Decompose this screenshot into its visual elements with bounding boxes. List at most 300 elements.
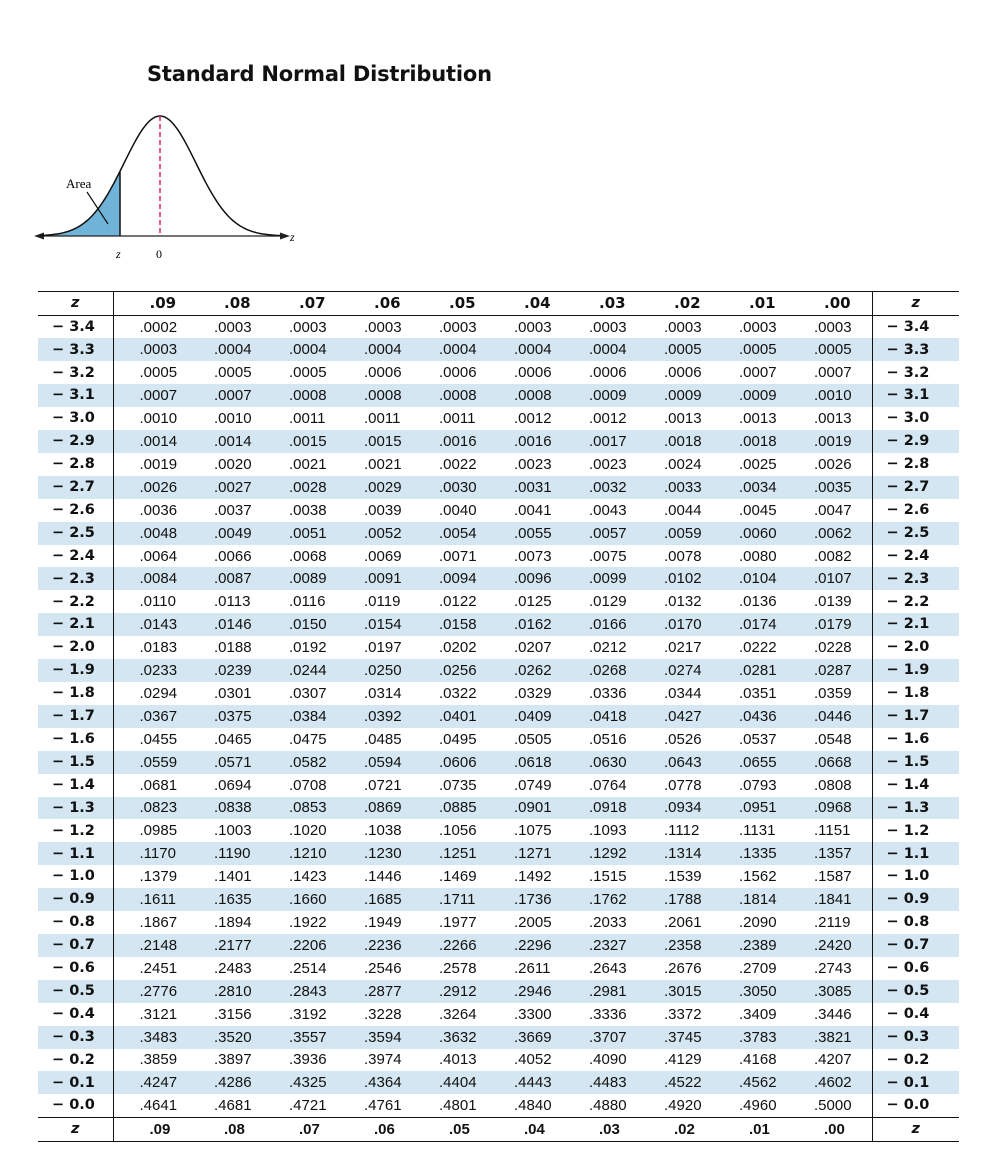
- table-cell: .3300: [514, 1005, 552, 1023]
- table-cell: .0004: [188, 338, 263, 361]
- table-cell: .0039: [364, 501, 402, 519]
- table-cell: .1210: [263, 842, 338, 865]
- table-cell: .0055: [488, 522, 563, 545]
- table-cell: .2810: [188, 980, 263, 1003]
- table-cell: .0084: [113, 567, 188, 590]
- table-row: [38, 407, 959, 430]
- row-z-label: − 0.7: [38, 934, 113, 957]
- table-cell: .4880: [589, 1097, 627, 1115]
- table-cell: .2119: [814, 914, 851, 932]
- column-header: .09: [113, 292, 188, 316]
- table-cell: .0183: [139, 639, 178, 657]
- table-cell: .0233: [113, 659, 188, 682]
- table-cell: .0643: [638, 751, 713, 774]
- table-cell: .0162: [488, 613, 563, 636]
- table-cell: .0681: [139, 776, 178, 794]
- table-cell: .0655: [713, 751, 788, 774]
- table-cell: .1469: [439, 868, 477, 886]
- table-cell: .0066: [214, 547, 252, 565]
- table-row: [38, 567, 959, 590]
- table-cell: .0838: [188, 797, 263, 820]
- table-cell: .0351: [739, 684, 777, 702]
- table-cell: .0003: [439, 318, 477, 336]
- table-cell: .0125: [514, 593, 552, 611]
- table-cell: .2912: [413, 980, 488, 1003]
- row-z-label: − 2.7: [38, 476, 113, 499]
- table-cell: .0274: [638, 659, 713, 682]
- table-cell: .0024: [664, 455, 702, 473]
- table-cell: .0003: [814, 318, 852, 336]
- table-cell: .1056: [439, 822, 477, 840]
- column-footer: .01: [713, 1117, 788, 1141]
- table-cell: .0409: [488, 705, 563, 728]
- table-cell: .0049: [188, 522, 263, 545]
- table-cell: .0158: [413, 613, 488, 636]
- table-cell: .0022: [439, 455, 477, 473]
- table-cell: .0154: [338, 613, 413, 636]
- table-cell: .3859: [139, 1051, 178, 1069]
- table-cell: .0375: [188, 705, 263, 728]
- table-cell: .0132: [664, 593, 702, 611]
- table-cell: .0094: [413, 567, 488, 590]
- table-cell: .3264: [439, 1005, 477, 1023]
- row-z-label: − 1.1: [38, 842, 113, 865]
- table-cell: .0099: [563, 567, 638, 590]
- table-cell: .0007: [739, 364, 777, 382]
- row-z-label-right: − 2.8: [872, 453, 959, 476]
- table-cell: .0262: [488, 659, 563, 682]
- table-row: [38, 1094, 959, 1117]
- column-header: .02: [638, 292, 713, 316]
- row-z-label-right: − 0.4: [872, 1003, 959, 1026]
- table-cell: .3085: [788, 980, 872, 1003]
- row-z-label: − 2.0: [38, 636, 113, 659]
- table-row: [38, 522, 959, 545]
- table-cell: .0107: [788, 567, 872, 590]
- table-cell: .4960: [739, 1097, 777, 1115]
- table-cell: .2514: [289, 959, 327, 977]
- table-cell: .0003: [664, 318, 702, 336]
- row-z-label: − 3.4: [38, 316, 113, 339]
- row-z-label-right: − 2.5: [872, 522, 959, 545]
- row-z-label-right: − 0.6: [872, 957, 959, 980]
- table-cell: .1401: [214, 868, 252, 886]
- table-cell: .0023: [589, 455, 627, 473]
- table-cell: .2611: [514, 959, 551, 977]
- table-cell: .0002: [139, 318, 178, 336]
- row-z-label-right: − 2.1: [872, 613, 959, 636]
- table-cell: .0526: [664, 730, 702, 748]
- table-cell: .0455: [139, 730, 178, 748]
- table-cell: .0516: [589, 730, 627, 748]
- table-cell: .0212: [589, 639, 627, 657]
- header-z-left: z: [38, 292, 113, 316]
- table-cell: .0052: [338, 522, 413, 545]
- column-header: .07: [263, 292, 338, 316]
- row-z-label-right: − 3.4: [872, 316, 959, 339]
- table-cell: .3783: [713, 1026, 788, 1049]
- table-cell: .3015: [638, 980, 713, 1003]
- column-footer: .05: [413, 1117, 488, 1141]
- table-cell: .0475: [289, 730, 327, 748]
- table-cell: .0918: [563, 797, 638, 820]
- table-cell: .0013: [664, 410, 702, 428]
- table-cell: .3707: [563, 1026, 638, 1049]
- row-z-label-right: − 2.3: [872, 567, 959, 590]
- table-cell: .0793: [739, 776, 777, 794]
- table-cell: .1922: [289, 914, 327, 932]
- table-cell: .0008: [413, 384, 488, 407]
- table-cell: .1423: [289, 868, 327, 886]
- row-z-label: − 2.3: [38, 567, 113, 590]
- column-footer: .02: [638, 1117, 713, 1141]
- table-cell: .0008: [263, 384, 338, 407]
- table-cell: .4602: [788, 1071, 872, 1094]
- table-cell: .0119: [364, 593, 401, 611]
- table-cell: .4641: [139, 1097, 178, 1115]
- table-row: [38, 590, 959, 613]
- table-cell: .3520: [188, 1026, 263, 1049]
- table-row: [38, 384, 959, 407]
- table-cell: .1611: [113, 888, 188, 911]
- table-row: [38, 316, 959, 339]
- table-cell: .0038: [289, 501, 327, 519]
- table-cell: .0307: [289, 684, 327, 702]
- table-cell: .0080: [739, 547, 777, 565]
- table-cell: .1446: [364, 868, 402, 886]
- table-cell: .0005: [788, 338, 872, 361]
- row-z-label: − 2.5: [38, 522, 113, 545]
- table-cell: .1814: [713, 888, 788, 911]
- table-cell: .4090: [589, 1051, 627, 1069]
- table-cell: .4286: [188, 1071, 263, 1094]
- row-z-label: − 0.6: [38, 957, 113, 980]
- table-cell: .3594: [338, 1026, 413, 1049]
- table-cell: .3936: [289, 1051, 327, 1069]
- table-cell: .0192: [289, 639, 327, 657]
- table-cell: .1949: [364, 914, 402, 932]
- table-row: [38, 705, 959, 728]
- table-cell: .0505: [514, 730, 552, 748]
- table-cell: .0594: [338, 751, 413, 774]
- table-cell: .0418: [563, 705, 638, 728]
- table-cell: .0008: [488, 384, 563, 407]
- table-cell: .0721: [364, 776, 402, 794]
- table-cell: .1335: [713, 842, 788, 865]
- row-z-label: − 1.6: [38, 728, 113, 751]
- table-cell: .5000: [814, 1097, 852, 1115]
- table-cell: .3483: [113, 1026, 188, 1049]
- table-row: [38, 636, 959, 659]
- row-z-label: − 0.4: [38, 1003, 113, 1026]
- table-cell: .0392: [338, 705, 413, 728]
- row-z-label-right: − 2.0: [872, 636, 959, 659]
- column-header: .08: [188, 292, 263, 316]
- column-footer: .08: [188, 1117, 263, 1141]
- table-cell: .4761: [364, 1097, 402, 1115]
- row-z-label: − 2.9: [38, 430, 113, 453]
- table-cell: .0359: [814, 684, 852, 702]
- table-cell: .0048: [113, 522, 188, 545]
- table-cell: .0166: [563, 613, 638, 636]
- table-cell: .0091: [338, 567, 413, 590]
- row-z-label-right: − 0.3: [872, 1026, 959, 1049]
- table-row: [38, 1049, 959, 1072]
- table-cell: .0041: [514, 501, 552, 519]
- table-cell: .0004: [263, 338, 338, 361]
- table-cell: .0078: [664, 547, 702, 565]
- header-z-right: z: [872, 292, 959, 316]
- table-cell: .0069: [364, 547, 402, 565]
- row-z-label: − 1.5: [38, 751, 113, 774]
- column-footer: .04: [488, 1117, 563, 1141]
- table-cell: .0630: [563, 751, 638, 774]
- table-cell: .3446: [814, 1005, 852, 1023]
- row-z-label-right: − 1.7: [872, 705, 959, 728]
- table-cell: .0102: [638, 567, 713, 590]
- table-cell: .0384: [263, 705, 338, 728]
- table-row: [38, 1026, 959, 1049]
- table-cell: .4522: [638, 1071, 713, 1094]
- table-row: [38, 499, 959, 522]
- table-cell: .3228: [364, 1005, 402, 1023]
- table-cell: .0708: [289, 776, 327, 794]
- table-cell: .0222: [739, 639, 777, 657]
- table-cell: .0901: [488, 797, 563, 820]
- table-cell: .0016: [413, 430, 488, 453]
- table-cell: .0495: [439, 730, 477, 748]
- table-cell: .0019: [788, 430, 872, 453]
- table-cell: .3632: [413, 1026, 488, 1049]
- table-cell: .3669: [488, 1026, 563, 1049]
- table-cell: .0217: [664, 639, 702, 657]
- table-cell: .0268: [563, 659, 638, 682]
- table-cell: .3336: [589, 1005, 627, 1023]
- table-row: [38, 957, 959, 980]
- table-cell: .1357: [788, 842, 872, 865]
- row-z-label: − 1.3: [38, 797, 113, 820]
- table-cell: .0985: [139, 822, 178, 840]
- table-cell: .0934: [638, 797, 713, 820]
- table-row: [38, 774, 959, 797]
- table-cell: .0003: [289, 318, 327, 336]
- table-cell: .1075: [514, 822, 552, 840]
- table-cell: .2451: [139, 959, 178, 977]
- table-cell: .0281: [713, 659, 788, 682]
- table-cell: .0016: [488, 430, 563, 453]
- column-footer: .09: [113, 1117, 188, 1141]
- table-row: [38, 865, 959, 888]
- table-cell: .2033: [589, 914, 627, 932]
- row-z-label-right: − 1.1: [872, 842, 959, 865]
- table-cell: .0025: [739, 455, 777, 473]
- footer-z-right: z: [872, 1117, 959, 1141]
- table-cell: .0015: [263, 430, 338, 453]
- table-cell: .0116: [289, 593, 326, 611]
- table-cell: .0749: [514, 776, 552, 794]
- table-cell: .0446: [788, 705, 872, 728]
- table-cell: .4052: [514, 1051, 552, 1069]
- table-cell: .0044: [664, 501, 702, 519]
- table-cell: .0465: [214, 730, 252, 748]
- table-cell: .0012: [514, 410, 552, 428]
- table-cell: .0051: [263, 522, 338, 545]
- table-cell: .1539: [664, 868, 702, 886]
- row-z-label-right: − 2.7: [872, 476, 959, 499]
- table-cell: .0228: [814, 639, 852, 657]
- column-footer: .07: [263, 1117, 338, 1141]
- table-cell: .3050: [713, 980, 788, 1003]
- table-cell: .0047: [814, 501, 852, 519]
- table-cell: .0096: [488, 567, 563, 590]
- table-cell: .3156: [214, 1005, 252, 1023]
- table-cell: .0869: [338, 797, 413, 820]
- table-cell: .0778: [664, 776, 702, 794]
- table-cell: .0287: [788, 659, 872, 682]
- table-cell: .0036: [139, 501, 178, 519]
- table-cell: .0033: [638, 476, 713, 499]
- table-cell: .0006: [364, 364, 402, 382]
- row-z-label-right: − 0.1: [872, 1071, 959, 1094]
- table-cell: .2358: [638, 934, 713, 957]
- table-cell: .0174: [713, 613, 788, 636]
- table-cell: .2877: [338, 980, 413, 1003]
- table-cell: .3745: [638, 1026, 713, 1049]
- table-cell: .0764: [589, 776, 627, 794]
- table-cell: .0007: [188, 384, 263, 407]
- table-cell: .0005: [214, 364, 252, 382]
- table-cell: .3121: [139, 1005, 178, 1023]
- table-cell: .0129: [589, 593, 627, 611]
- row-z-label: − 1.8: [38, 682, 113, 705]
- table-cell: .1271: [488, 842, 563, 865]
- table-cell: .4207: [814, 1051, 852, 1069]
- table-cell: .0009: [713, 384, 788, 407]
- table-cell: .0537: [739, 730, 777, 748]
- table-cell: .0110: [139, 593, 176, 611]
- table-cell: .0054: [413, 522, 488, 545]
- table-cell: .1867: [139, 914, 178, 932]
- table-cell: .1977: [439, 914, 477, 932]
- table-cell: .4562: [713, 1071, 788, 1094]
- normal-curve-diagram: [30, 100, 310, 270]
- table-cell: .0011: [439, 410, 476, 428]
- table-cell: .0367: [113, 705, 188, 728]
- table-footer-row: [38, 1117, 959, 1141]
- table-cell: .0239: [188, 659, 263, 682]
- table-cell: .0139: [814, 593, 852, 611]
- table-cell: .0087: [188, 567, 263, 590]
- table-cell: .4920: [664, 1097, 702, 1115]
- table-cell: .0006: [589, 364, 627, 382]
- table-cell: .0075: [589, 547, 627, 565]
- row-z-label-right: − 1.2: [872, 819, 959, 842]
- table-cell: .2776: [113, 980, 188, 1003]
- table-row: [38, 545, 959, 568]
- table-cell: .1131: [739, 822, 776, 840]
- table-cell: .0040: [439, 501, 477, 519]
- table-cell: .2546: [364, 959, 402, 977]
- row-z-label: − 2.6: [38, 499, 113, 522]
- table-cell: .0035: [788, 476, 872, 499]
- row-z-label-right: − 1.5: [872, 751, 959, 774]
- table-cell: .0012: [589, 410, 627, 428]
- column-header: .01: [713, 292, 788, 316]
- table-cell: .0057: [563, 522, 638, 545]
- table-cell: .0029: [338, 476, 413, 499]
- table-row: [38, 361, 959, 384]
- axis-label: z: [290, 230, 295, 244]
- table-cell: .0004: [488, 338, 563, 361]
- table-cell: .2327: [563, 934, 638, 957]
- table-row: [38, 682, 959, 705]
- row-z-label: − 2.2: [38, 590, 113, 613]
- table-cell: .0026: [113, 476, 188, 499]
- table-cell: .0329: [514, 684, 552, 702]
- table-cell: .0694: [214, 776, 252, 794]
- table-cell: .0136: [739, 593, 777, 611]
- table-cell: .0485: [364, 730, 402, 748]
- row-z-label: − 0.3: [38, 1026, 113, 1049]
- row-z-label: − 1.7: [38, 705, 113, 728]
- table-cell: .2643: [589, 959, 627, 977]
- row-z-label-right: − 3.1: [872, 384, 959, 407]
- table-cell: .4325: [263, 1071, 338, 1094]
- table-cell: .2483: [214, 959, 252, 977]
- table-cell: .0207: [514, 639, 552, 657]
- row-z-label: − 2.8: [38, 453, 113, 476]
- table-cell: .0885: [413, 797, 488, 820]
- row-z-label-right: − 0.0: [872, 1094, 959, 1117]
- table-cell: .0003: [589, 318, 627, 336]
- table-cell: .2709: [739, 959, 777, 977]
- table-cell: .0005: [289, 364, 327, 382]
- row-z-label-right: − 3.2: [872, 361, 959, 384]
- table-cell: .0427: [638, 705, 713, 728]
- table-cell: .0032: [563, 476, 638, 499]
- table-cell: .0735: [439, 776, 477, 794]
- footer-z-left: z: [38, 1117, 113, 1141]
- row-z-label-right: − 3.3: [872, 338, 959, 361]
- table-cell: .0618: [488, 751, 563, 774]
- table-cell: .3557: [263, 1026, 338, 1049]
- row-z-label: − 0.2: [38, 1049, 113, 1072]
- table-cell: .0003: [739, 318, 777, 336]
- table-cell: .4364: [338, 1071, 413, 1094]
- table-cell: .0013: [814, 410, 852, 428]
- table-cell: .0009: [638, 384, 713, 407]
- table-cell: .2676: [664, 959, 702, 977]
- table-cell: .0301: [214, 684, 252, 702]
- table-cell: .0014: [188, 430, 263, 453]
- table-row: [38, 751, 959, 774]
- table-cell: .0064: [139, 547, 178, 565]
- row-z-label-right: − 0.5: [872, 980, 959, 1003]
- z-table: [38, 291, 959, 1142]
- page-title: Standard Normal Distribution: [147, 62, 492, 86]
- row-z-label-right: − 1.8: [872, 682, 959, 705]
- table-cell: .0146: [188, 613, 263, 636]
- table-cell: .1711: [413, 888, 488, 911]
- row-z-label-right: − 0.7: [872, 934, 959, 957]
- table-cell: .3821: [788, 1026, 872, 1049]
- column-footer: .00: [788, 1117, 872, 1141]
- z-tick-label: z: [116, 247, 121, 261]
- column-header: .00: [788, 292, 872, 316]
- table-cell: .0256: [413, 659, 488, 682]
- column-header: .04: [488, 292, 563, 316]
- table-row: [38, 613, 959, 636]
